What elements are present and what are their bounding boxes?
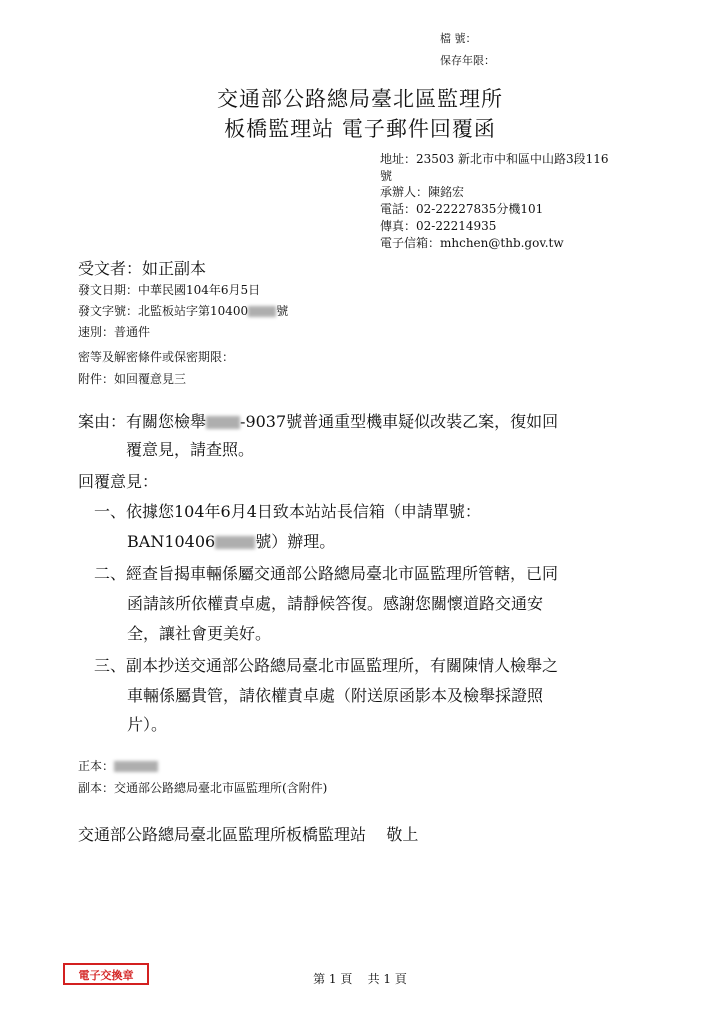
reply-item3-line3: 片）。 bbox=[127, 715, 168, 734]
subject-text-a: 有關您檢舉 bbox=[126, 412, 207, 431]
reply-item2-line1: 二、經查旨揭車輛係屬交通部公路總局臺北市區監理所管轄，已同 bbox=[94, 564, 559, 583]
document-number-prefix: 發文字號：北監板站字第10400 bbox=[78, 304, 249, 318]
application-number: BAN10406 bbox=[127, 532, 216, 551]
redacted-mark bbox=[248, 306, 276, 317]
original-label: 正本： bbox=[78, 759, 115, 773]
original-recipient bbox=[78, 757, 158, 774]
reply-item1-line2 bbox=[127, 529, 335, 552]
issue-date: 發文日期：中華民國104年6月5日 bbox=[78, 283, 261, 297]
retention-period-label: 保存年限： bbox=[440, 54, 495, 67]
delivery-speed: 速別：普通件 bbox=[78, 325, 151, 339]
signature: 交通部公路總局臺北區監理所板橋監理站 敬上 bbox=[78, 825, 419, 844]
page-number: 第 1 頁 共 1 頁 bbox=[313, 972, 407, 986]
subject-line1 bbox=[78, 409, 558, 432]
attachment: 附件：如回覆意見三 bbox=[78, 372, 187, 386]
reply-item2-line3: 全，讓社會更美好。 bbox=[127, 624, 272, 643]
email: 電子信箱：mhchen@thb.gov.tw bbox=[380, 236, 564, 250]
reply-item3-line2: 車輛係屬貴管，請依權責卓處（附送原函影本及檢舉採證照 bbox=[127, 686, 544, 705]
document-title-line2: 板橋監理站 電子郵件回覆函 bbox=[224, 117, 496, 141]
reply-heading: 回覆意見： bbox=[78, 472, 159, 491]
reply-item1-tail: 號）辦理。 bbox=[255, 532, 336, 551]
document-title-line1: 交通部公路總局臺北區監理所 bbox=[217, 87, 503, 111]
reply-item2-line2: 函請該所依權責卓處，請靜候答復。感謝您關懷道路交通安 bbox=[127, 594, 544, 613]
address-line2: 號 bbox=[380, 169, 393, 183]
document-number-suffix: 號 bbox=[276, 304, 289, 318]
reply-item1-line1: 一、依據您104年6月4日致本站站長信箱（申請單號： bbox=[94, 502, 481, 521]
electronic-exchange-stamp: 電子交換章 bbox=[63, 963, 149, 985]
redacted-mark bbox=[114, 761, 158, 772]
redacted-mark bbox=[215, 536, 255, 549]
redacted-mark bbox=[206, 416, 240, 429]
address-line1: 地址：23503 新北市中和區中山路3段116 bbox=[380, 152, 609, 166]
handler: 承辦人：陳銘宏 bbox=[380, 185, 465, 199]
carbon-copy: 副本：交通部公路總局臺北市區監理所(含附件) bbox=[78, 781, 328, 795]
subject-text-b: -9037號普通重型機車疑似改裝乙案，復如回 bbox=[240, 412, 559, 431]
reply-item3-line1: 三、副本抄送交通部公路總局臺北市區監理所，有關陳情人檢舉之 bbox=[94, 656, 559, 675]
phone: 電話：02-22227835分機101 bbox=[380, 202, 544, 216]
recipient: 受文者：如正副本 bbox=[78, 259, 207, 278]
security-level: 密等及解密條件或保密期限： bbox=[78, 350, 235, 364]
document-number bbox=[78, 302, 288, 319]
subject-line2: 覆意見，請查照。 bbox=[126, 440, 255, 459]
file-number-label: 檔 號： bbox=[440, 32, 477, 45]
fax: 傳真：02-22214935 bbox=[380, 219, 497, 233]
subject-label: 案由： bbox=[78, 412, 127, 431]
